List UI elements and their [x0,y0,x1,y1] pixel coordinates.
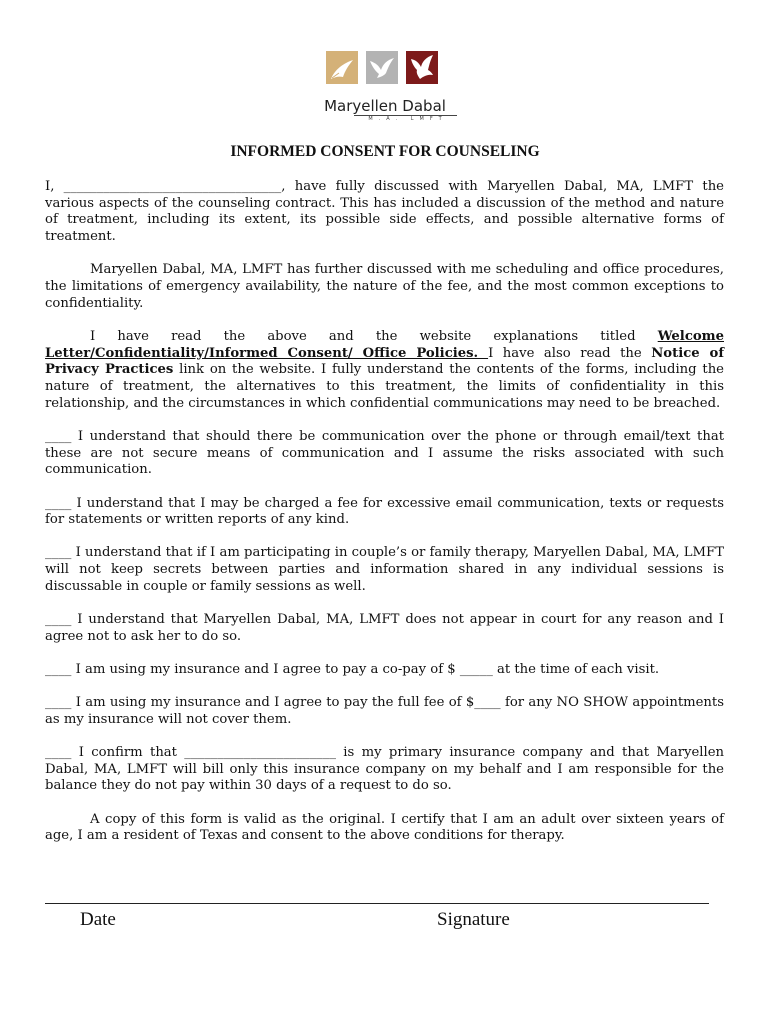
date-label: Date [80,909,116,930]
policies-middle: I have also read the [488,345,652,361]
bird-tile-gray-icon [366,51,398,84]
practice-logo [326,51,458,127]
acknowledgment-insurance: ____ I confirm that _______________________ is my primary insurance company and that Maryellen Dabal, MA, LMFT will bill only this insurance company on my behalf and I am responsible for the balance they do not pay within 30 days of a request to do so. [45,745,724,794]
procedures-paragraph: Maryellen Dabal, MA, LMFT has further discussed with me scheduling and office procedures, the limitations of emergency availability, the nature of the fee, and the most common exceptions to confidentiality. [45,262,724,311]
signature-label: Signature [437,909,510,930]
acknowledgment-communication: ____ I understand that should there be communication over the phone or through email/text that these are not secure means of communication and I assume the risks associated with such communication. [45,428,724,478]
logo-name: Maryellen Dabal [324,97,446,115]
bird-tile-gold-icon [326,51,358,84]
acknowledgment-court: ____ I understand that Maryellen Dabal, MA, LMFT does not appear in court for any reason and I agree not to ask her to do so. [45,612,724,644]
acknowledgment-family-therapy: ____ I understand that if I am participating in couple’s or family therapy, Maryellen Dabal, MA, LMFT will not keep secrets between parties and information shared in any individual sessions is discussable in couple or family sessions as well. [45,545,724,594]
policies-intro: I have read the above and the website explanations titled [90,328,658,344]
bird-tile-red-icon [406,51,438,84]
acknowledgment-copay: ____ I am using my insurance and I agree to pay a co-pay of $ _____ at the time of each visit. [45,661,660,677]
policies-paragraph [45,329,724,413]
discussion-paragraph: I, _________________________________, have fully discussed with Maryellen Dabal, MA, LMFT the various aspects of the counseling contract. This has included a discussion of the method and nature of treatment, including its extent, its possible side effects, and possible alternative forms of treatment. [45,179,724,245]
policies-rest: link on the website. I fully understand the contents of the forms, including the nature of treatment, the alternatives to this treatment, the limits of confidentiality in this relationship, and the circumstances in which confidential communications may need to be breached. [45,362,724,411]
closing-paragraph: A copy of this form is valid as the original. I certify that I am an adult over sixteen years of age, I am a resident of Texas and consent to the above conditions for therapy. [45,811,724,844]
logo-subtitle: M.A. LMFT [368,116,448,122]
acknowledgment-no-show: ____ I am using my insurance and I agree to pay the full fee of $____ for any NO SHOW appointments as my insurance will not cover them. [45,695,724,727]
welcome-letter-link[interactable]: Welcome Letter/Confidentiality/Informed Consent/ Office Policies. [45,328,724,361]
privacy-practices-label: Notice of Privacy Practices [45,345,725,378]
acknowledgment-email-fee: ____ I understand that I may be charged a fee for excessive email communication, texts or requests for statements or written reports of any kind. [45,495,724,528]
form-body [45,179,724,862]
form-title: INFORMED CONSENT FOR COUNSELING [230,143,540,160]
signature-line [45,903,709,904]
